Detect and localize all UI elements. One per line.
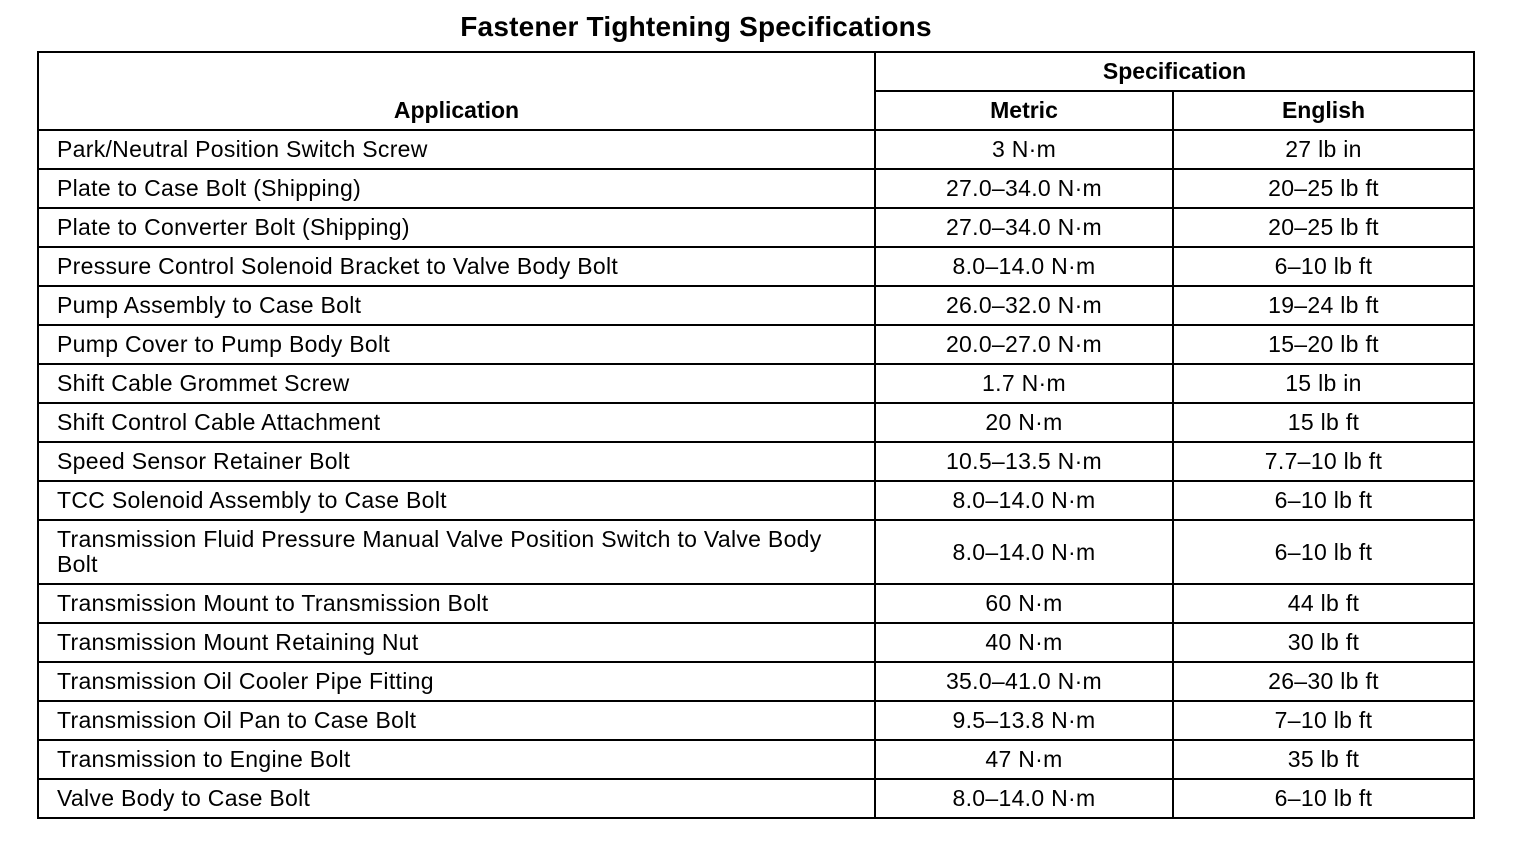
table-row <box>38 701 1474 740</box>
table-row <box>38 325 1474 364</box>
application-cell: Transmission Mount Retaining Nut <box>38 623 875 662</box>
application-cell: Shift Control Cable Attachment <box>38 403 875 442</box>
metric-cell: 1.7 N·m <box>875 364 1173 403</box>
english-cell: 7–10 lb ft <box>1173 701 1474 740</box>
table-row <box>38 364 1474 403</box>
table-row <box>38 779 1474 818</box>
english-cell: 15 lb ft <box>1173 403 1474 442</box>
english-cell: 6–10 lb ft <box>1173 779 1474 818</box>
english-cell: 15 lb in <box>1173 364 1474 403</box>
english-column-header: English <box>1173 91 1474 130</box>
metric-cell: 8.0–14.0 N·m <box>875 779 1173 818</box>
table-row <box>38 623 1474 662</box>
metric-cell: 40 N·m <box>875 623 1173 662</box>
english-cell: 19–24 lb ft <box>1173 286 1474 325</box>
application-cell: Transmission Mount to Transmission Bolt <box>38 584 875 623</box>
english-cell: 30 lb ft <box>1173 623 1474 662</box>
table-row <box>38 481 1474 520</box>
metric-cell: 27.0–34.0 N·m <box>875 169 1173 208</box>
english-cell: 6–10 lb ft <box>1173 481 1474 520</box>
metric-cell: 47 N·m <box>875 740 1173 779</box>
table-row <box>38 247 1474 286</box>
metric-column-header: Metric <box>875 91 1173 130</box>
application-cell: Transmission Oil Cooler Pipe Fitting <box>38 662 875 701</box>
metric-cell: 20.0–27.0 N·m <box>875 325 1173 364</box>
application-cell: Pump Cover to Pump Body Bolt <box>38 325 875 364</box>
english-cell: 6–10 lb ft <box>1173 520 1474 584</box>
application-cell: Plate to Converter Bolt (Shipping) <box>38 208 875 247</box>
application-cell: TCC Solenoid Assembly to Case Bolt <box>38 481 875 520</box>
application-cell: Plate to Case Bolt (Shipping) <box>38 169 875 208</box>
table-row <box>38 740 1474 779</box>
table-row <box>38 169 1474 208</box>
english-cell: 6–10 lb ft <box>1173 247 1474 286</box>
table-row <box>38 286 1474 325</box>
table-row <box>38 442 1474 481</box>
metric-cell: 26.0–32.0 N·m <box>875 286 1173 325</box>
table-row <box>38 403 1474 442</box>
table-row <box>38 208 1474 247</box>
application-cell: Transmission Fluid Pressure Manual Valve Position Switch to Valve Body Bolt <box>38 520 875 584</box>
metric-cell: 8.0–14.0 N·m <box>875 520 1173 584</box>
metric-cell: 8.0–14.0 N·m <box>875 481 1173 520</box>
application-cell: Shift Cable Grommet Screw <box>38 364 875 403</box>
application-column-header: Application <box>38 52 875 130</box>
english-cell: 20–25 lb ft <box>1173 169 1474 208</box>
english-cell: 26–30 lb ft <box>1173 662 1474 701</box>
application-cell: Valve Body to Case Bolt <box>38 779 875 818</box>
metric-cell: 27.0–34.0 N·m <box>875 208 1173 247</box>
metric-cell: 60 N·m <box>875 584 1173 623</box>
page-title: Fastener Tightening Specifications <box>460 11 932 42</box>
english-cell: 15–20 lb ft <box>1173 325 1474 364</box>
application-cell: Park/Neutral Position Switch Screw <box>38 130 875 169</box>
table-row <box>38 584 1474 623</box>
english-cell: 20–25 lb ft <box>1173 208 1474 247</box>
application-cell: Speed Sensor Retainer Bolt <box>38 442 875 481</box>
metric-cell: 10.5–13.5 N·m <box>875 442 1173 481</box>
application-cell: Pump Assembly to Case Bolt <box>38 286 875 325</box>
table-row <box>38 130 1474 169</box>
table-row <box>38 662 1474 701</box>
metric-cell: 3 N·m <box>875 130 1173 169</box>
english-cell: 7.7–10 lb ft <box>1173 442 1474 481</box>
application-cell: Transmission Oil Pan to Case Bolt <box>38 701 875 740</box>
table-row <box>38 520 1474 584</box>
metric-cell: 9.5–13.8 N·m <box>875 701 1173 740</box>
table-body <box>38 130 1474 818</box>
table-header <box>38 52 1474 130</box>
metric-cell: 35.0–41.0 N·m <box>875 662 1173 701</box>
application-cell: Pressure Control Solenoid Bracket to Valve Body Bolt <box>38 247 875 286</box>
english-cell: 27 lb in <box>1173 130 1474 169</box>
metric-cell: 8.0–14.0 N·m <box>875 247 1173 286</box>
metric-cell: 20 N·m <box>875 403 1173 442</box>
specification-column-header: Specification <box>875 52 1474 91</box>
english-cell: 35 lb ft <box>1173 740 1474 779</box>
application-cell: Transmission to Engine Bolt <box>38 740 875 779</box>
english-cell: 44 lb ft <box>1173 584 1474 623</box>
specifications-table <box>37 51 1475 819</box>
